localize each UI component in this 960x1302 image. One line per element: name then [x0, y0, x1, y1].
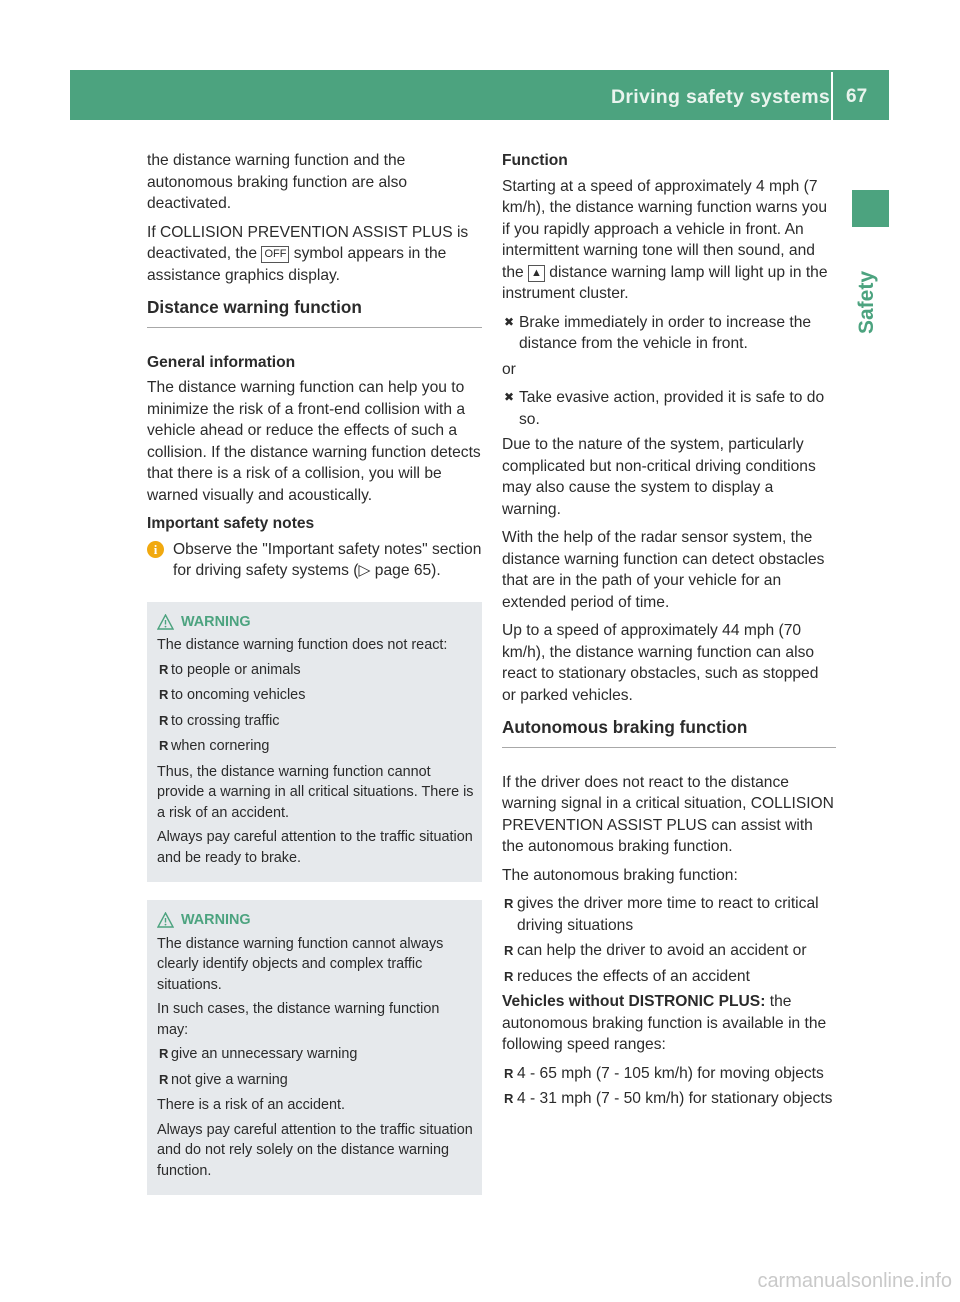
list-item	[157, 1044, 474, 1065]
bullet-icon: R	[159, 687, 169, 702]
list-item	[157, 660, 474, 681]
list-item-text: 4 - 31 mph (7 - 50 km/h) for stationary objects	[517, 1090, 833, 1107]
step-text: Take evasive action, provided it is safe to do so.	[519, 389, 825, 428]
paragraph: The autonomous braking function:	[502, 866, 738, 884]
step-text: Brake immediately in order to increase the distance from the vehicle in front.	[519, 313, 812, 352]
paragraph: With the help of the radar sensor system, the distance warning function can detect obstacles that are in the path of your vehicle for an extended period of time.	[502, 529, 825, 611]
header-title: Driving safety systems	[610, 86, 830, 108]
instruction-step	[502, 312, 836, 355]
warning-box	[147, 602, 482, 883]
text: symbol appears in the assistance graphics display.	[147, 245, 447, 284]
paragraph	[502, 176, 836, 305]
warning-label: WARNING	[181, 613, 251, 630]
list-item	[502, 893, 836, 936]
list-item	[502, 1063, 836, 1085]
side-tab-marker	[852, 190, 889, 227]
bullet-icon: R	[504, 1091, 514, 1106]
list-item-text: give an unnecessary warning	[171, 1046, 358, 1062]
text: Starting at a speed of approximately 4 mph (7 km/h), the distance warning function warns you if you rapidly approach a vehicle in front. An intermittent warning tone will then sound, and the	[502, 177, 828, 281]
paragraph: the distance warning function and the autonomous braking function are also deactivated.	[147, 152, 408, 212]
warning-header	[157, 910, 474, 931]
list-item-text: reduces the effects of an accident	[517, 967, 750, 985]
warning-text: In such cases, the distance warning function may:	[157, 1001, 440, 1038]
page-number: 67	[846, 86, 868, 107]
bullet-icon: R	[504, 1065, 514, 1081]
left-column	[147, 150, 482, 1195]
list-item-text: to people or animals	[171, 661, 301, 678]
list-item-text: when cornering	[171, 738, 270, 754]
paragraph: Due to the nature of the system, particularly complicated but non-critical driving conditions may also cause the system to display a warning.	[502, 436, 816, 518]
list-item	[157, 736, 474, 757]
subheading: General information	[147, 353, 296, 371]
paragraph	[502, 991, 836, 1056]
header-divider	[831, 72, 833, 120]
paragraph	[147, 222, 482, 287]
bullet-icon: R	[504, 943, 514, 958]
warning-header	[157, 612, 474, 633]
list-item	[502, 940, 836, 962]
list-item	[502, 1088, 836, 1110]
paragraph: Up to a speed of approximately 44 mph (70 km/h), the distance warning function can also react to stationary obstacles, such as stopped or parked vehicles.	[502, 622, 819, 704]
paragraph: If the driver does not react to the distance warning signal in a critical situation, COLLISION PREVENTION ASSIST PLUS can assist with the autonomous braking function.	[502, 773, 834, 855]
warning-text: The distance warning function does not react:	[157, 637, 448, 653]
instruction-step	[502, 387, 836, 430]
warning-text: The distance warning function cannot always clearly identify objects and complex traffic situations.	[157, 935, 444, 993]
warning-label: WARNING	[181, 912, 251, 928]
bullet-icon: R	[159, 738, 169, 753]
list-item	[157, 685, 474, 706]
distance-warning-lamp-icon: ▲	[528, 265, 545, 282]
bullet-icon: R	[504, 968, 514, 984]
section-heading: Distance warning function	[147, 297, 482, 328]
warning-text: Always pay careful attention to the traffic situation and be ready to brake.	[157, 829, 473, 866]
subheading: Important safety notes	[147, 515, 315, 532]
list-item-text: not give a warning	[171, 1071, 288, 1088]
list-item-text: gives the driver more time to react to critical driving situations	[517, 895, 819, 934]
page-reference-link[interactable]: page 65).	[374, 562, 441, 579]
list-item-text: can help the driver to avoid an accident or	[517, 942, 807, 959]
paragraph: The distance warning function can help you to minimize the risk of a front-end collision with a vehicle ahead or reduce the effects of such a collision. If the distance warning function detects that there is a risk of a collision, you will be warned visually and acoustically.	[147, 379, 481, 504]
list-item	[157, 1070, 474, 1091]
warning-text: Thus, the distance warning function cannot provide a warning in all critical situations. There is a risk of an accident.	[157, 763, 474, 821]
side-tab-label: Safety	[855, 270, 878, 334]
warning-box	[147, 900, 482, 1195]
text: Observe the "Important safety notes" section for driving safety systems (	[173, 540, 482, 579]
right-column	[502, 150, 836, 1114]
bullet-icon: R	[159, 661, 169, 677]
warning-triangle-icon	[157, 614, 174, 630]
step-arrow-icon: ✖	[504, 314, 515, 329]
list-item-text: 4 - 65 mph (7 - 105 km/h) for moving objects	[517, 1064, 824, 1082]
list-item	[502, 966, 836, 988]
collision-prevention-off-icon: OFF	[261, 246, 289, 263]
step-arrow-icon: ✖	[504, 390, 515, 404]
bullet-icon: R	[159, 1071, 169, 1087]
paragraph: or	[502, 360, 516, 378]
bullet-icon: R	[159, 712, 169, 728]
list-item-text: to crossing traffic	[171, 712, 280, 729]
warning-text: Always pay careful attention to the traffic situation and do not rely solely on the distance warning function.	[157, 1121, 473, 1179]
info-note	[147, 539, 482, 582]
warning-triangle-icon	[157, 912, 174, 928]
watermark: carmanualsonline.info	[757, 1270, 952, 1292]
list-item	[157, 711, 474, 732]
bold-text: Vehicles without DISTRONIC PLUS:	[502, 993, 766, 1010]
page-reference-arrow-icon: ▷	[358, 562, 371, 579]
bullet-icon: R	[504, 896, 514, 911]
warning-text: There is a risk of an accident.	[157, 1097, 345, 1113]
bullet-icon: R	[159, 1046, 169, 1061]
section-heading: Autonomous braking function	[502, 717, 836, 748]
text: the autonomous braking function is available in the following speed ranges:	[502, 993, 827, 1053]
list-item-text: to oncoming vehicles	[171, 687, 306, 703]
info-icon: i	[147, 541, 164, 558]
text: distance warning lamp will light up in the instrument cluster.	[502, 263, 828, 302]
subheading: Function	[502, 152, 568, 169]
text: If COLLISION PREVENTION ASSIST PLUS is deactivated, the	[147, 223, 469, 262]
